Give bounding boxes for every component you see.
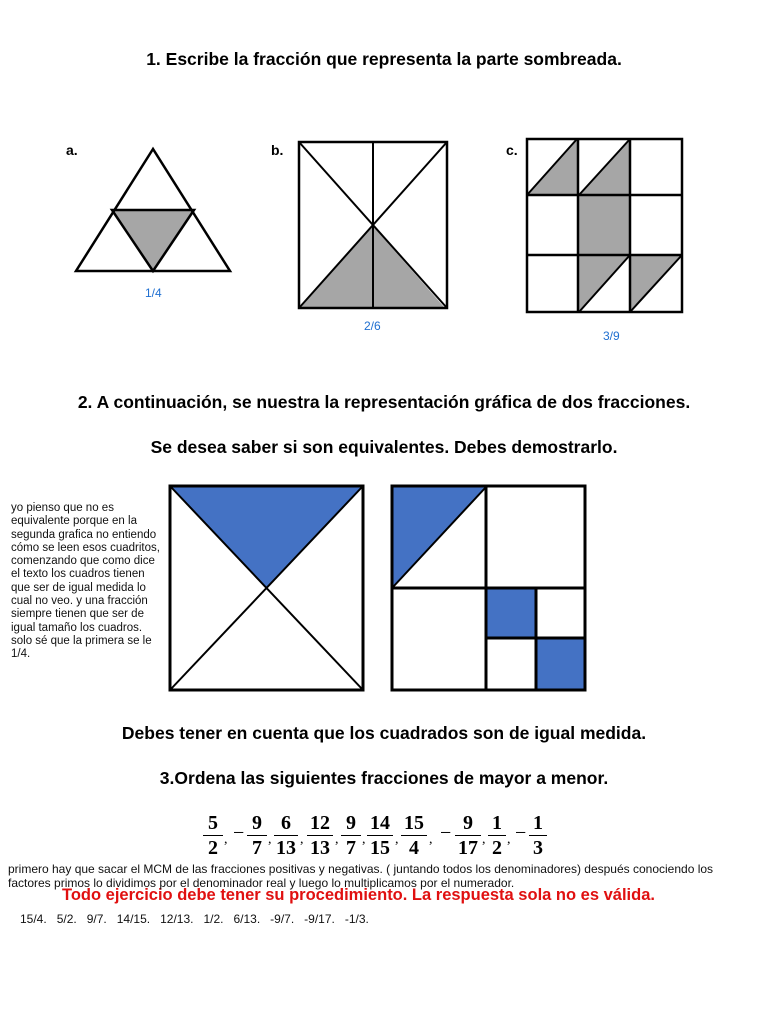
question-2-subtitle: Se desea saber si son equivalentes. Debes demostrarlo.: [150, 437, 618, 457]
figure-a-label: a.: [66, 142, 78, 158]
figure-c-grid: [524, 136, 687, 316]
q2-right-shaded-cell-2: [536, 638, 584, 690]
fraction-8: 9 17: [455, 812, 481, 859]
fraction-5: 9 7: [341, 812, 361, 859]
fraction-9: 1 2: [488, 812, 506, 859]
fraction-1: 5 2: [203, 812, 223, 859]
minus-sign: −: [515, 822, 527, 844]
comma: ,: [395, 832, 399, 847]
question-3-title: 3.Ordena las siguientes fracciones de mayor a menor.: [159, 768, 609, 788]
comma: ,: [300, 832, 304, 847]
question-2-note: Debes tener en cuenta que los cuadrados son de igual medida.: [121, 723, 647, 743]
question-2-title: 2. A continuación, se nuestra la representación gráfica de dos fracciones.: [77, 392, 691, 412]
procedure-warning: Todo ejercicio debe tener su procedimiento. La respuesta sola no es válida.: [62, 886, 655, 904]
comma: ,: [429, 832, 433, 847]
figure-c-answer: 3/9: [603, 329, 620, 343]
comma: ,: [482, 832, 486, 847]
comma: ,: [335, 832, 339, 847]
fraction-2: 9 7: [247, 812, 267, 859]
q2-figure-left: [168, 484, 366, 694]
q2-right-shaded-cell-1: [487, 588, 536, 638]
figure-b-answer: 2/6: [364, 319, 381, 333]
comma: ,: [507, 832, 511, 847]
q2-figure-right: [390, 484, 588, 694]
figure-c-label: c.: [506, 142, 518, 158]
question-1-title: 1. Escribe la fracción que representa la parte sombreada.: [146, 49, 622, 69]
q2-left-shaded-triangle: [171, 487, 362, 588]
student-order-q3: 15/4. 5/2. 9/7. 14/15. 12/13. 1/2. 6/13. -9/7. -9/17. -1/3.: [20, 912, 369, 926]
figure-a-answer: 1/4: [145, 286, 162, 300]
fraction-10: 1 3: [529, 812, 547, 859]
comma: ,: [268, 832, 272, 847]
fraction-4: 12 13: [307, 812, 333, 859]
student-answer-q2: yo pienso que no es equivalente porque en la segunda grafica no entiendo cómo se leen esos cuadritos, comenzando que como dice el texto los cuadros tienen que ser de igual medida lo cual no veo. y una fracción siempre tienen que ser de igual tamaño los cuadros. solo sé que la primera se le 1/4.: [11, 502, 160, 661]
figure-a-triangle: [70, 140, 240, 280]
student-method-q3: primero hay que sacar el MCM de las fracciones positivas y negativas. ( juntando todos los denominadores) después conociendo los factores primos lo dividimos por el denominador real y luego lo multiplicamos por el numerador.: [8, 862, 714, 890]
minus-sign: −: [440, 822, 452, 844]
fraction-6: 14 15: [367, 812, 393, 859]
figure-c-shaded-cell-3: [579, 195, 630, 255]
figure-a-shaded-triangle: [112, 210, 194, 271]
comma: ,: [224, 832, 228, 847]
minus-sign: −: [233, 822, 245, 844]
fraction-7: 15 4: [401, 812, 427, 859]
figure-b-rectangle: [296, 139, 452, 311]
fraction-3: 6 13: [276, 812, 296, 859]
figure-b-label: b.: [271, 142, 284, 158]
comma: ,: [362, 832, 366, 847]
